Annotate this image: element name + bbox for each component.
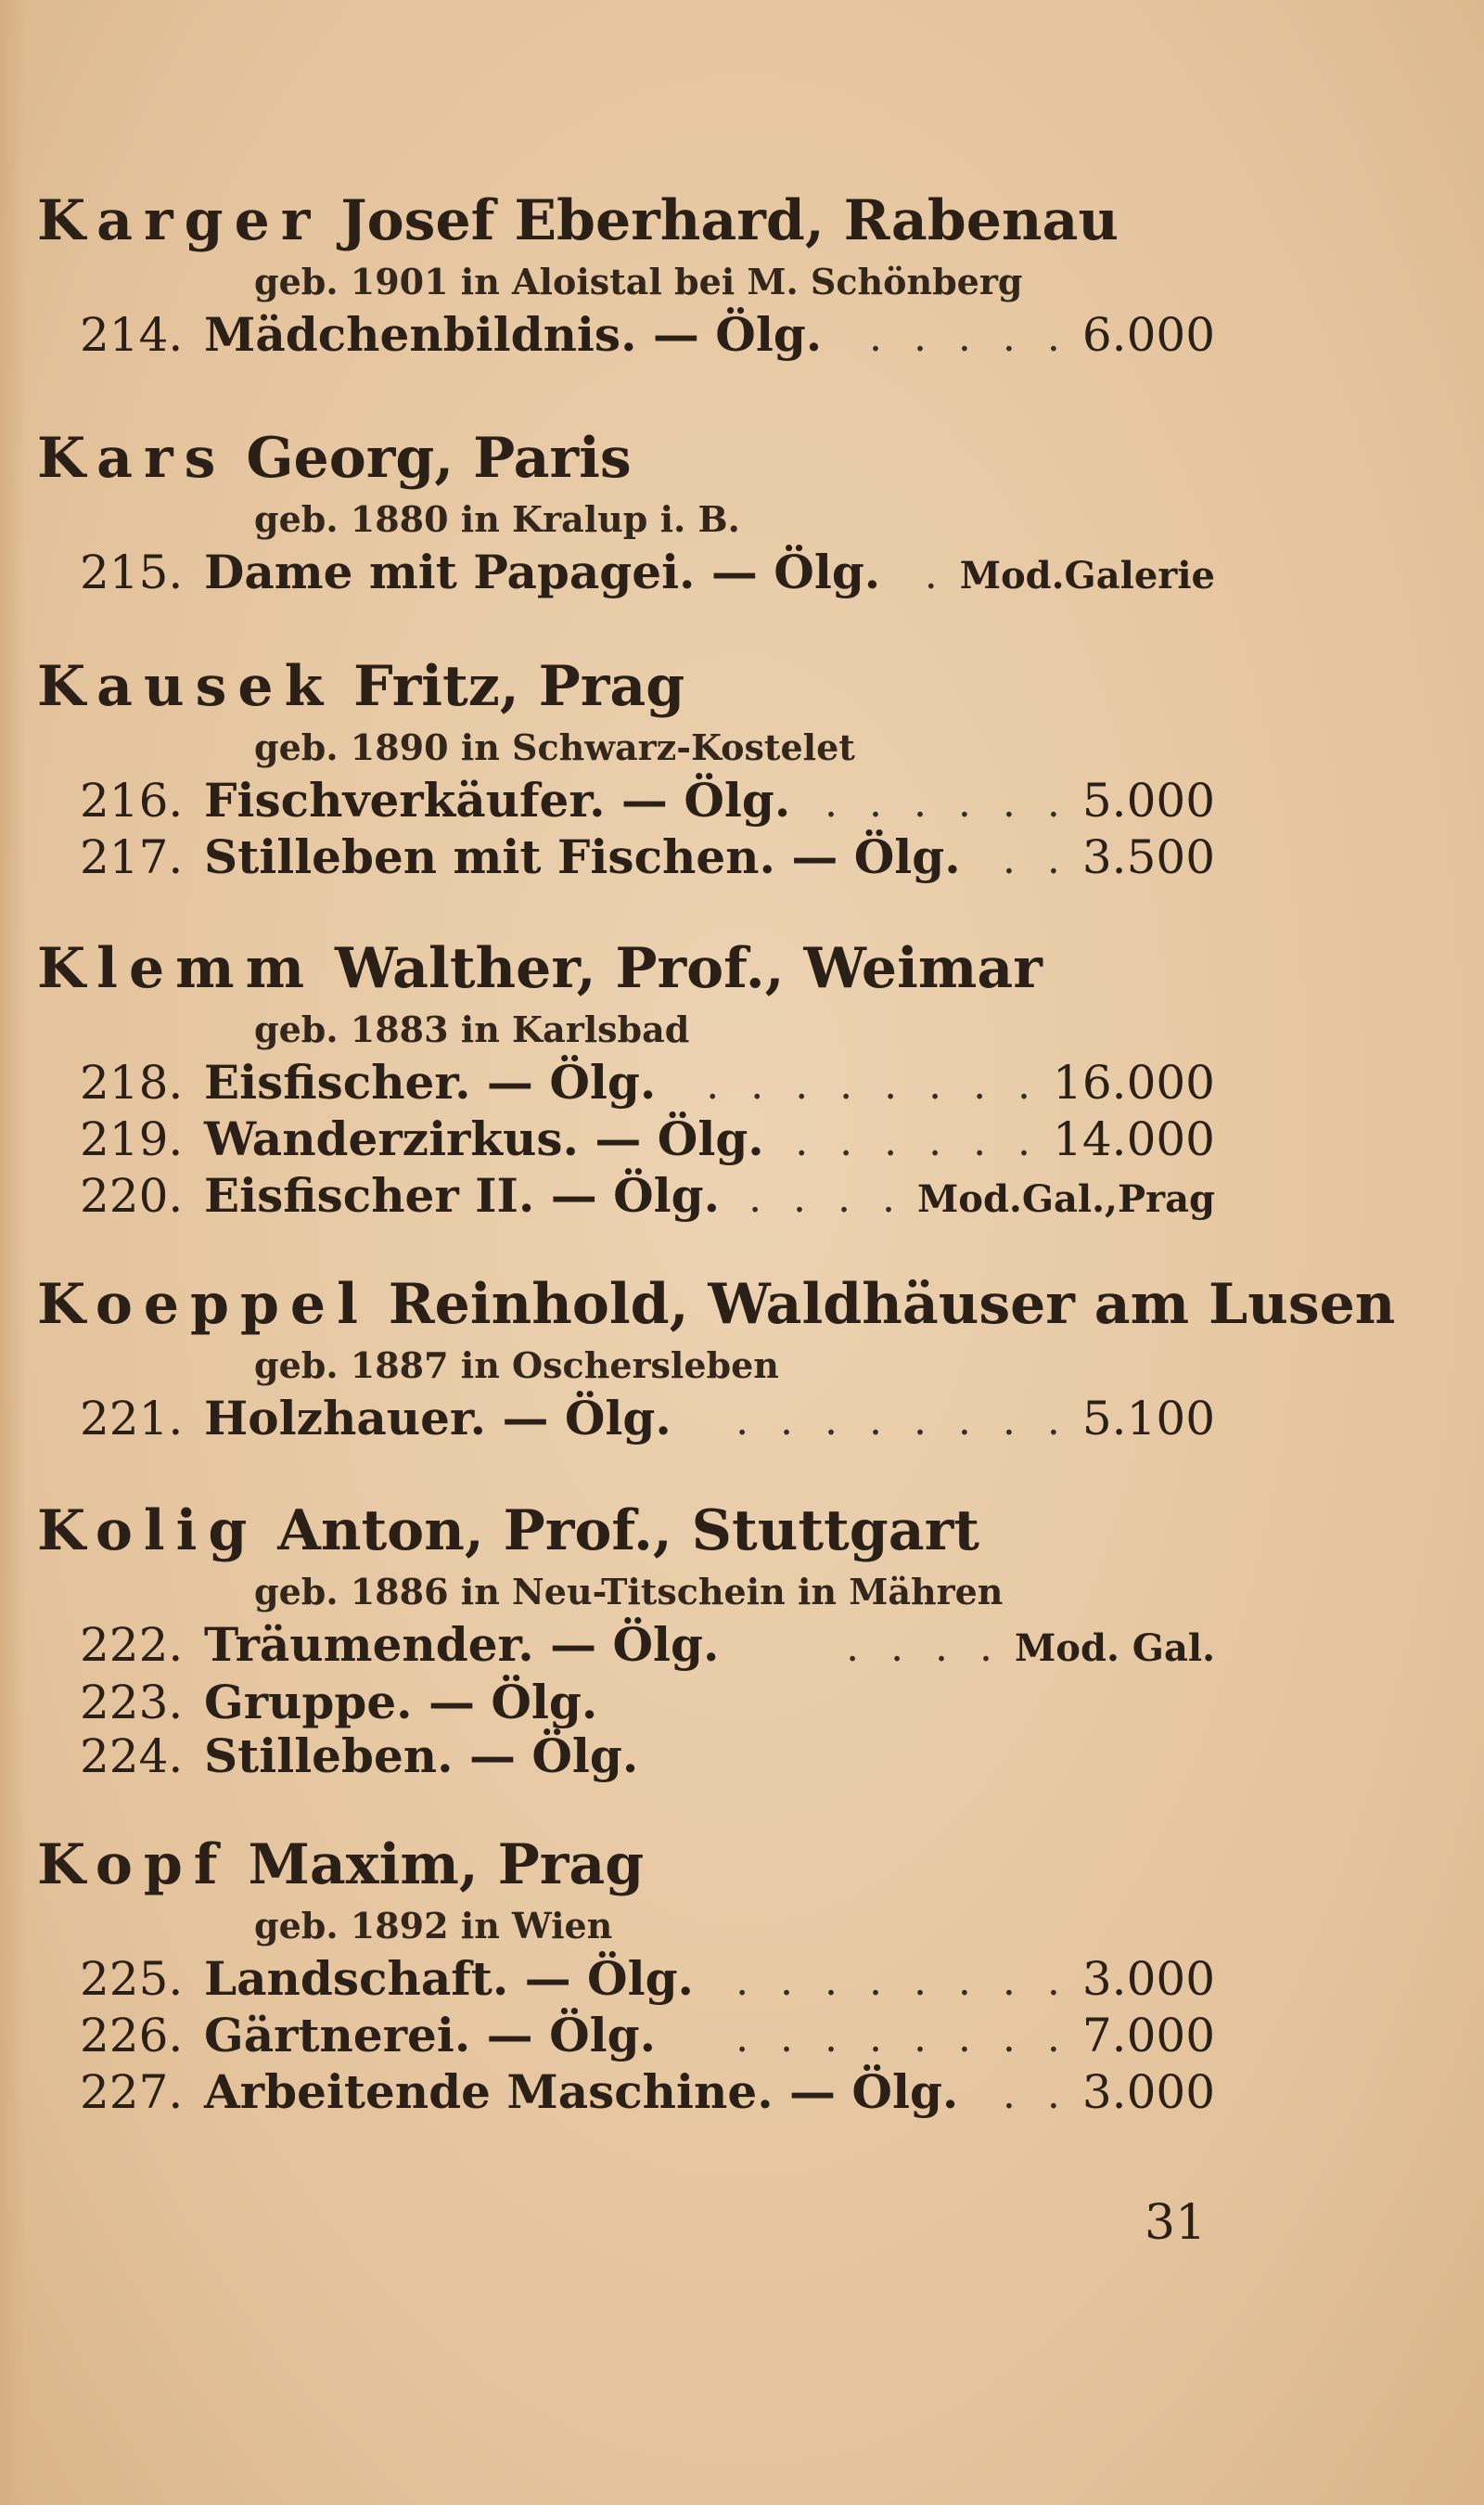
artist-details: Maxim, Prag: [248, 1832, 645, 1897]
work-entry: [80, 1112, 1215, 1169]
artist-birth: geb. 1887 in Oschersleben: [254, 1344, 779, 1386]
work-entry: [80, 2009, 1215, 2065]
work-number: 221.: [80, 1392, 184, 1445]
dot-leader: . . . . . .: [795, 1118, 1041, 1165]
work-title: Eisfischer II. — Ölg.: [204, 1168, 721, 1223]
artist-details: Reinhold, Waldhäuser am Lusen: [388, 1272, 1396, 1337]
work-title: Träumender. — Ölg.: [204, 1617, 720, 1672]
work-title: Wanderzirkus. — Ölg.: [204, 1111, 764, 1166]
artist-surname: Koeppel: [37, 1272, 369, 1337]
work-entry: [80, 1952, 1215, 2009]
work-number: 220.: [80, 1169, 184, 1223]
artist-surname: Karger: [37, 188, 322, 253]
artist-surname: Kausek: [37, 654, 335, 719]
dot-leader: . . . . . . . .: [736, 2014, 1069, 2062]
artist-entry-kolig: [37, 1496, 1215, 1783]
work-title: Gruppe. — Ölg.: [204, 1675, 598, 1729]
artist-details: Walther, Prof., Weimar: [334, 936, 1043, 1001]
work-title: Eisfischer. — Ölg.: [204, 1055, 657, 1110]
artist-entry-kars: [37, 423, 1215, 603]
work-title: Mädchenbildnis. — Ölg.: [204, 307, 823, 362]
artist-birth: geb. 1901 in Aloistal bei M. Schönberg: [254, 261, 1023, 302]
work-entry: [80, 1729, 1215, 1783]
work-entry: [80, 1618, 1215, 1676]
artist-entry-koeppel: [37, 1269, 1396, 1448]
work-entry: [80, 1169, 1215, 1227]
work-price: 6.000: [1081, 308, 1215, 362]
dot-leader: . . . . . . . .: [706, 1061, 1041, 1109]
work-number: 218.: [80, 1056, 184, 1110]
artist-surname: Kars: [37, 426, 227, 491]
work-location: Mod. Gal.: [1015, 1626, 1215, 1670]
artist-entry-klemm: [37, 933, 1215, 1227]
work-title: Gärtnerei. — Ölg.: [204, 2008, 656, 2062]
dot-leader: . . . . . . . .: [736, 1397, 1069, 1445]
artist-details: Fritz, Prag: [353, 654, 685, 719]
work-title: Arbeitende Maschine. — Ölg.: [204, 2064, 959, 2119]
dot-leader: . . . . .: [868, 314, 1069, 361]
artist-birth: geb. 1890 in Schwarz-Kostelet: [254, 726, 855, 768]
dot-leader: . .: [1002, 2071, 1069, 2118]
artist-surname: Klemm: [37, 936, 316, 1001]
artist-birth: geb. 1886 in Neu-Titschein in Mähren: [254, 1571, 1004, 1612]
work-number: 217.: [80, 830, 184, 884]
artist-entry-karger: [37, 186, 1215, 365]
work-number: 227.: [80, 2065, 184, 2119]
artist-name: [37, 1830, 1215, 1900]
artist-name: [37, 1269, 1396, 1340]
work-price: 7.000: [1081, 2009, 1215, 2062]
artist-name: [37, 933, 1215, 1004]
work-title: Holzhauer. — Ölg.: [204, 1391, 672, 1445]
work-price: 3.000: [1081, 2065, 1215, 2119]
work-entry: [80, 546, 1215, 603]
artist-surname: Kopf: [37, 1832, 229, 1897]
artist-name: [37, 186, 1215, 256]
work-entry: [80, 1676, 1215, 1729]
artist-details: Anton, Prof., Stuttgart: [277, 1498, 979, 1563]
artist-name: [37, 1496, 1215, 1566]
artist-entry-kopf: [37, 1830, 1215, 2122]
work-entry: [80, 830, 1215, 887]
work-entry: [80, 2065, 1215, 2122]
work-number: 222.: [80, 1618, 184, 1672]
work-price: 3.000: [1081, 1952, 1215, 2006]
work-number: 219.: [80, 1112, 184, 1166]
work-title: Landschaft. — Ölg.: [204, 1951, 694, 2006]
work-price: 5.000: [1081, 774, 1215, 828]
work-entry: [80, 308, 1215, 365]
artist-entry-kausek: [37, 651, 1215, 887]
work-price: 3.500: [1081, 830, 1215, 884]
work-title: Dame mit Papagei. — Ölg.: [204, 545, 881, 599]
artist-details: Georg, Paris: [246, 426, 632, 491]
work-number: 214.: [80, 308, 184, 362]
work-price: 14.000: [1053, 1112, 1215, 1166]
artist-details: Josef Eberhard, Rabenau: [340, 188, 1119, 253]
dot-leader: .: [924, 551, 947, 598]
artist-birth: geb. 1880 in Kralup i. B.: [254, 498, 740, 540]
dot-leader: . . . . . .: [825, 779, 1069, 827]
work-location: Mod.Galerie: [959, 554, 1215, 597]
artist-birth: geb. 1883 in Karlsbad: [254, 1008, 690, 1050]
work-entry: [80, 774, 1215, 830]
dot-leader: . . . .: [846, 1624, 1003, 1671]
work-title: Fischverkäufer. — Ölg.: [204, 773, 791, 828]
work-price: 5.100: [1081, 1392, 1215, 1445]
dot-leader: . . . .: [748, 1175, 904, 1222]
page-edge-shading: [0, 0, 26, 2505]
work-entry: [80, 1056, 1215, 1112]
artist-birth: geb. 1892 in Wien: [254, 1905, 613, 1946]
work-number: 216.: [80, 774, 184, 828]
artist-name: [37, 423, 1215, 494]
artist-name: [37, 651, 1215, 722]
work-title: Stilleben mit Fischen. — Ölg.: [204, 829, 961, 884]
artist-surname: Kolig: [37, 1498, 259, 1563]
work-number: 226.: [80, 2009, 184, 2062]
work-number: 225.: [80, 1952, 184, 2006]
work-price: 16.000: [1053, 1056, 1215, 1110]
work-title: Stilleben. — Ölg.: [204, 1728, 639, 1783]
page-number: 31: [1145, 2195, 1207, 2251]
dot-leader: . . . . . . . .: [736, 1958, 1069, 2005]
work-location: Mod.Gal.,Prag: [916, 1177, 1215, 1221]
work-number: 223.: [80, 1676, 184, 1729]
work-number: 215.: [80, 546, 184, 599]
work-entry: [80, 1392, 1215, 1448]
work-number: 224.: [80, 1729, 184, 1783]
dot-leader: . .: [1002, 836, 1069, 883]
